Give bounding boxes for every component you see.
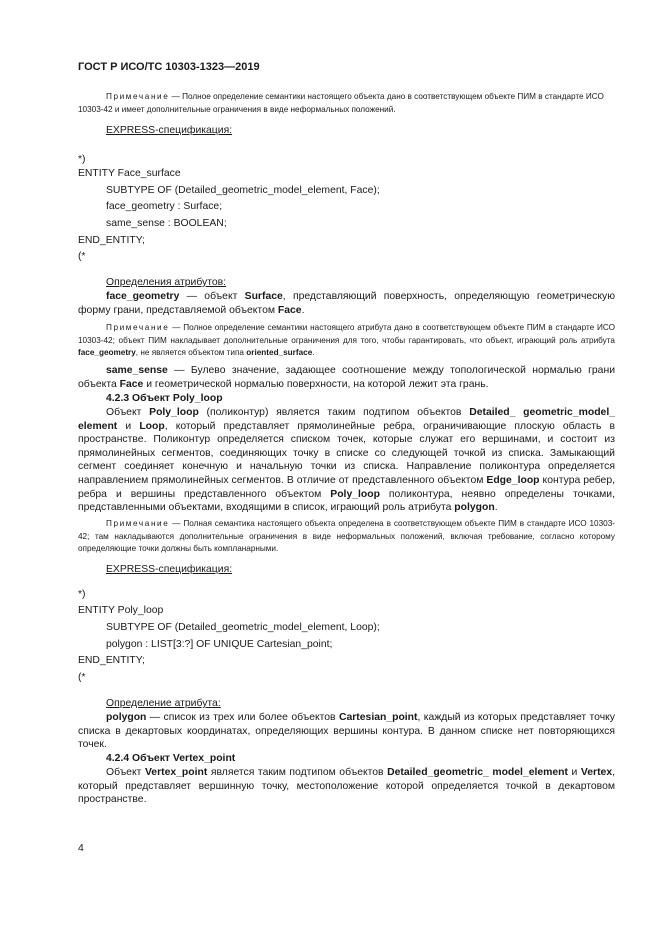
note-label: Примечание	[106, 92, 170, 101]
code-line: SUBTYPE OF (Detailed_geometric_model_element, Face);	[106, 185, 380, 196]
attr-same-sense: same_sense — Булево значение, задающее соотношение между топологической нормалью грани объекта Face и геометрической нормалью поверхности, на которой лежит эта грань.	[78, 365, 615, 390]
code-line: (*	[78, 251, 86, 262]
express-spec-heading-2: EXPRESS-спецификация:	[106, 564, 233, 575]
code-line: ENTITY Face_surface	[78, 168, 181, 179]
code-line: (*	[78, 672, 86, 683]
code-line: END_ENTITY;	[78, 235, 145, 246]
section-4-2-3-heading: 4.2.3 Объект Poly_loop	[106, 393, 223, 404]
code-line: same_sense : BOOLEAN;	[106, 218, 227, 229]
attr-defs-heading: Определения атрибутов:	[106, 277, 227, 288]
section-4-2-4-heading: 4.2.4 Объект Vertex_point	[106, 753, 236, 764]
note-3: Примечание — Полная семантика настоящего объекта определена в соответствующем объекте ПИМ в стандарте ИСО 10303-42; там накладываются дополнительные ограничения в виде неформальных положений, включая требование, согласно которому определяющие точки должны быть компланарными.	[78, 519, 615, 553]
attr-face-geometry: face_geometry — объект Surface, представляющий поверхность, определяющую геометрическую форму грани, представляемой объектом Face.	[78, 291, 615, 316]
code-line: ENTITY Poly_loop	[78, 605, 164, 616]
code-line: SUBTYPE OF (Detailed_geometric_model_element, Loop);	[106, 622, 380, 633]
code-line: *)	[78, 589, 86, 600]
document-header: ГОСТ Р ИСО/ТС 10303-1323—2019	[78, 61, 260, 73]
attr-polygon: polygon — список из трех или более объектов Cartesian_point, каждый из которых представляет точку списка в декартовых координатах, определяющих вершины контура. В данном списке нет повторяющихся точек.	[78, 712, 616, 751]
code-line: face_geometry : Surface;	[106, 201, 223, 212]
code-line: polygon : LIST[3:?] OF UNIQUE Cartesian_point;	[106, 639, 333, 650]
code-line: *)	[78, 154, 86, 165]
code-line: END_ENTITY;	[78, 655, 145, 666]
attr-def-heading: Определение атрибута:	[106, 698, 221, 709]
express-spec-heading: EXPRESS-спецификация:	[106, 125, 233, 136]
page-number: 4	[78, 843, 84, 854]
note-2: Примечание — Полное определение семантики настоящего атрибута дано в соответствующем объекте ПИМ в стандарте ИСО 10303-42; объект ПИМ накладывает дополнительные ограничения для того, чтобы гарантировать, что объект, играющий роль атрибута face_geometry, не является объектом типа oriented_surface.	[78, 323, 615, 357]
note-1: Примечание — Полное определение семантики настоящего объекта дано в соответствующем объекте ПИМ в стандарте ИСО 10303-42 и имеет дополнительные ограничения в виде неформальных положений.	[78, 92, 604, 114]
poly-loop-paragraph: Объект Poly_loop (поликонтур) является таким подтипом объектов Detailed_ geometric_model_ element и Loop, который представляет прямолинейные ребра, ограничивающие плоскую область в пространстве. Поликонтур определяется списком точек, которые служат его вершинами, и состоит из прямолинейных сегментов, соединяющих точку в списке со следующей точкой из списка. Замыкающий сегмент соединяет конечную и начальную точки из списка. Направление поликонтура определяется направлением прямолинейных сегментов. В отличие от представленного объектом Edge_loop контура ребер, ребра и вершины представленного объектом Poly_loop поликонтура, неявно определены точками, представленными объектами, входящими в список, играющий роль атрибута polygon.	[78, 407, 616, 514]
vertex-point-paragraph: Объект Vertex_point является таким подтипом объектов Detailed_geometric_ model_element и Vertex, который представляет вершинную точку, местоположение которой определяется точкой в декартовом пространстве.	[78, 767, 615, 806]
